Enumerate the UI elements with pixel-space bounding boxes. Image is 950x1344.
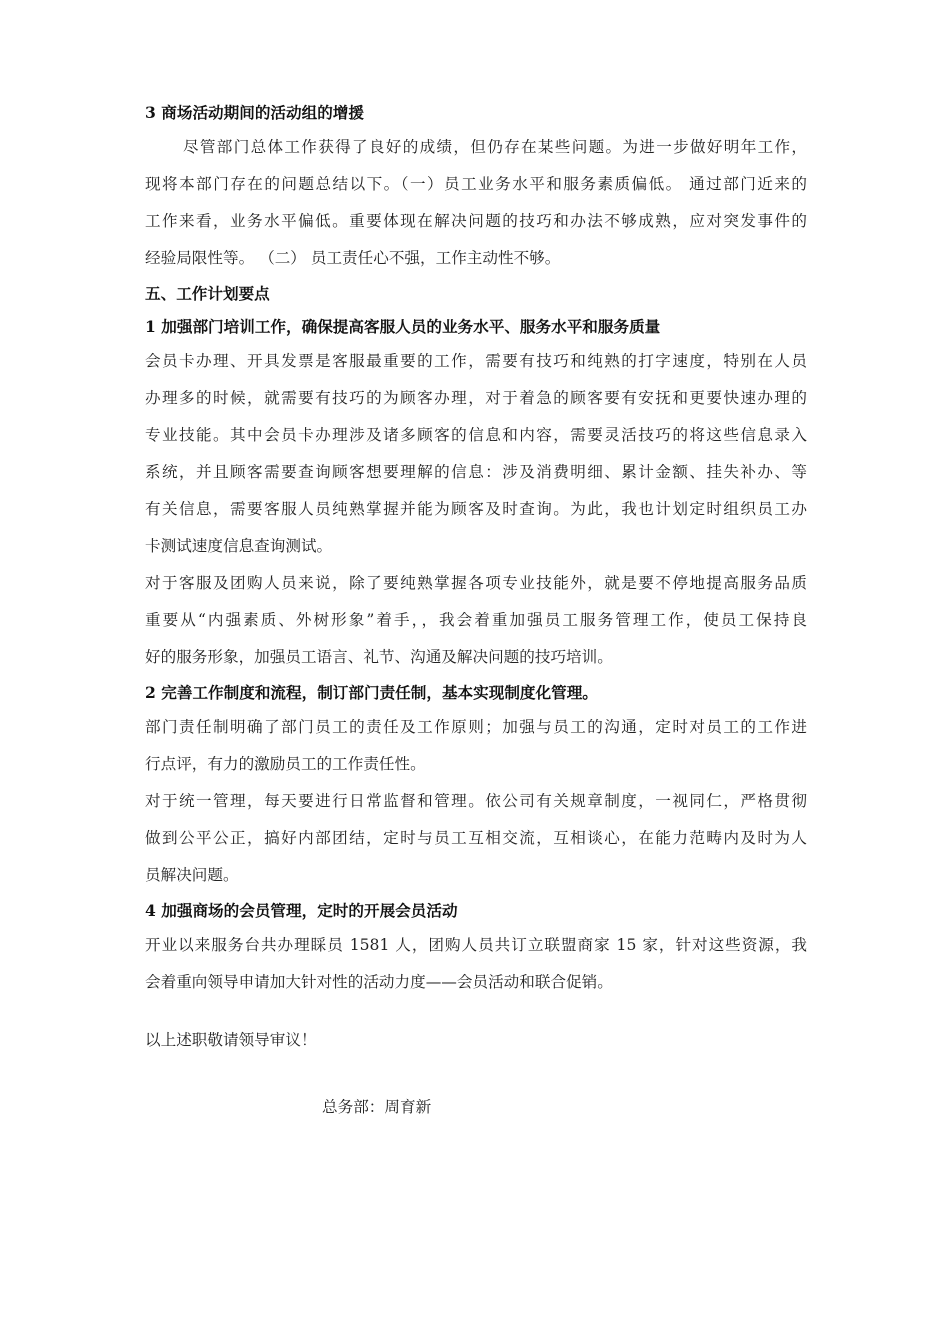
item-1-para-1-line: 有关信息，需要客服人员纯熟掌握并能为顾客及时查询。为此，我也计划定时组织员工办: [145, 500, 807, 518]
item-2-heading: 2 完善工作制度和流程，制订部门责任制，基本实现制度化管理。: [145, 683, 598, 702]
item-1-para-1-line: 会员卡办理、开具发票是客服最重要的工作，需要有技巧和纯熟的打字速度，特别在人员: [145, 352, 807, 370]
item-1-para-2-line: 好的服务形象，加强员工语言、礼节、沟通及解决问题的技巧培训。: [145, 648, 613, 666]
signature: 总务部：周育新: [322, 1098, 432, 1116]
section-5-heading: 五、工作计划要点: [145, 284, 270, 303]
item-1-para-1-line: 专业技能。其中会员卡办理涉及诸多顾客的信息和内容，需要灵活技巧的将这些信息录入: [145, 426, 807, 444]
item-1-para-1-line: 系统，并且顾客需要查询顾客想要理解的信息：涉及消费明细、累计金额、挂失补办、等: [145, 463, 807, 481]
item-2-para-1-line: 部门责任制明确了部门员工的责任及工作原则；加强与员工的沟通，定时对员工的工作进: [145, 718, 807, 736]
item-2-para-2-line: 员解决问题。: [145, 866, 239, 884]
item-2-para-2-line: 做到公平公正，搞好内部团结，定时与员工互相交流，互相谈心，在能力范畴内及时为人: [145, 829, 807, 847]
section-3-line: 尽管部门总体工作获得了良好的成绩，但仍存在某些问题。为进一步做好明年工作，: [183, 138, 807, 156]
item-4-para-1-line: 会着重向领导申请加大针对性的活动力度——会员活动和联合促销。: [145, 973, 613, 991]
item-4-heading: 4 加强商场的会员管理，定时的开展会员活动: [145, 901, 458, 920]
item-1-para-1-line: 卡测试速度信息查询测试。: [145, 537, 333, 555]
item-2-para-1-line: 行点评，有力的激励员工的工作责任性。: [145, 755, 426, 773]
item-1-para-2-line: 重要从“内强素质、外树形象”着手，，我会着重加强员工服务管理工作，使员工保持良: [145, 611, 807, 629]
section-3-line: 工作来看，业务水平偏低。重要体现在解决问题的技巧和办法不够成熟，应对突发事件的: [145, 212, 807, 230]
item-1-para-1-line: 办理多的时候，就需要有技巧的为顾客办理，对于着急的顾客要有安抚和更要快速办理的: [145, 389, 807, 407]
item-4-para-1-line: 开业以来服务台共办理睬员 1581 人，团购人员共订立联盟商家 15 家，针对这些资源，我: [145, 936, 807, 954]
document-body: [145, 96, 807, 1001]
item-2-para-2-line: 对于统一管理，每天要进行日常监督和管理。依公司有关规章制度，一视同仁，严格贯彻: [145, 792, 807, 810]
section-3-line: 现将本部门存在的问题总结以下。（一）员工业务水平和服务素质偏低。 通过部门近来的: [145, 175, 807, 193]
section-3-heading: 3 商场活动期间的活动组的增援: [145, 103, 364, 122]
item-1-para-2-line: 对于客服及团购人员来说，除了要纯熟掌握各项专业技能外，就是要不停地提高服务品质: [145, 574, 807, 592]
closing-remark: 以上述职敬请领导审议！: [145, 1031, 317, 1049]
section-3-line: 经验局限性等。 （二） 员工责任心不强，工作主动性不够。: [145, 249, 561, 267]
item-1-heading: 1 加强部门培训工作，确保提高客服人员的业务水平、服务水平和服务质量: [145, 317, 661, 336]
